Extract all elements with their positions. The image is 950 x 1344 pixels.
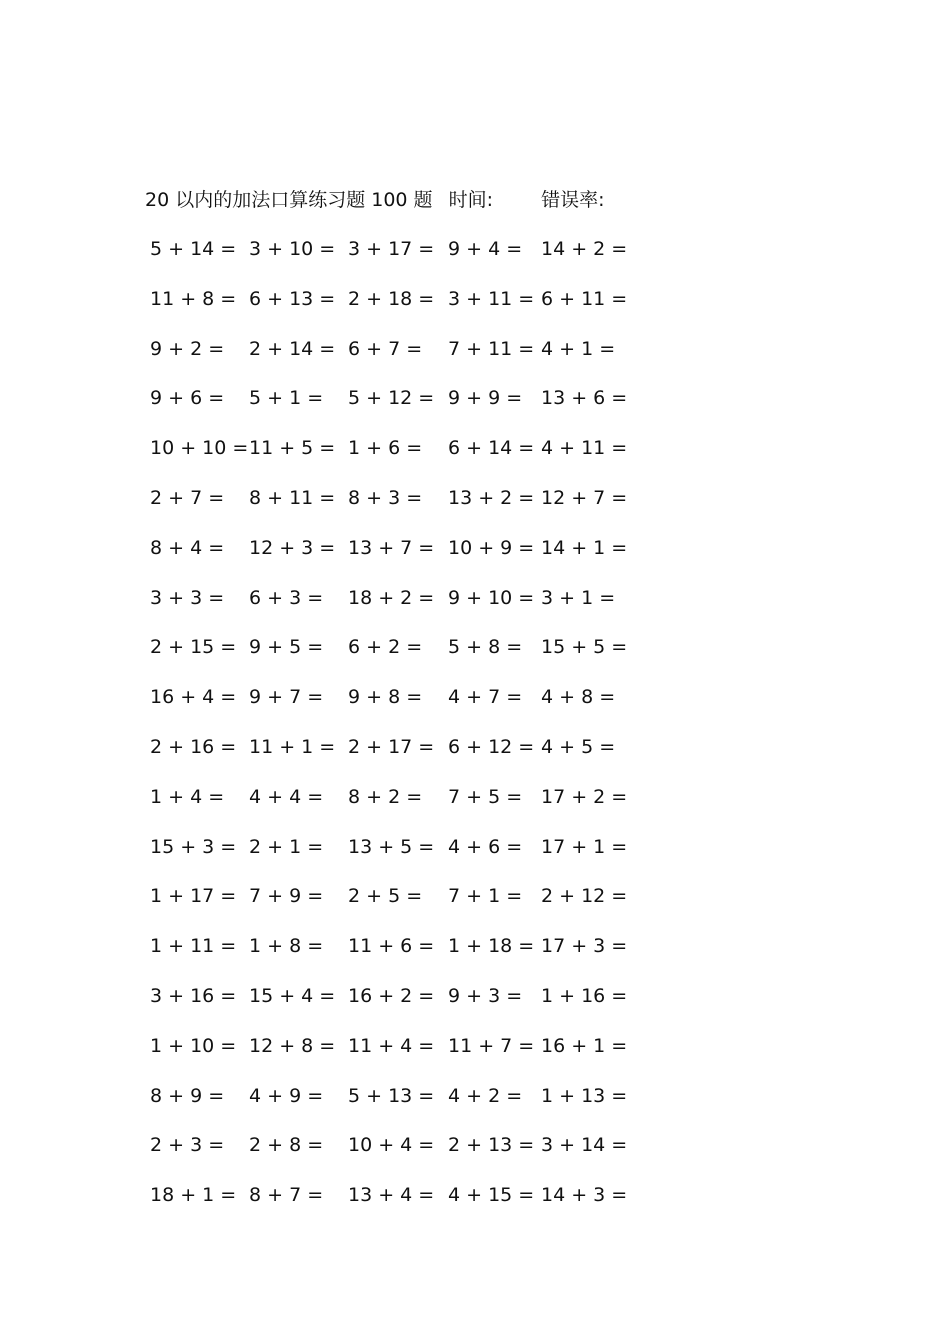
- problem-cell: 5 + 13 =: [348, 1084, 435, 1107]
- problem-cell: 4 + 2 =: [448, 1084, 523, 1107]
- problem-cell: 5 + 14 =: [150, 238, 237, 260]
- problem-cell: 2 + 13 =: [448, 1134, 535, 1157]
- problem-cell: 2 + 14 =: [249, 337, 336, 360]
- problem-cell: 2 + 15 =: [150, 636, 237, 659]
- problem-cell: 8 + 2 =: [348, 785, 423, 808]
- problem-cell: 4 + 7 =: [448, 686, 523, 709]
- problem-cell: 13 + 5 =: [348, 835, 435, 858]
- problem-row: [0, 632, 950, 662]
- problem-cell: 7 + 1 =: [448, 885, 523, 908]
- problem-cell: 1 + 17 =: [150, 885, 237, 908]
- problem-cell: 12 + 7 =: [541, 487, 628, 509]
- problem-row: [0, 981, 950, 1011]
- problem-row: [0, 931, 950, 961]
- problem-cell: 2 + 7 =: [150, 487, 225, 509]
- problem-cell: 11 + 8 =: [150, 287, 237, 310]
- problem-cell: 2 + 17 =: [348, 736, 435, 758]
- problem-cell: 1 + 6 =: [348, 437, 423, 460]
- problem-cell: 15 + 4 =: [249, 985, 336, 1007]
- problem-cell: 11 + 7 =: [448, 1034, 535, 1057]
- problem-cell: 4 + 6 =: [448, 835, 523, 858]
- problem-cell: 1 + 16 =: [541, 985, 628, 1007]
- problem-cell: 13 + 2 =: [448, 487, 535, 509]
- problem-row: [0, 732, 950, 762]
- problem-cell: 10 + 10 =: [150, 437, 249, 460]
- problem-cell: 2 + 5 =: [348, 885, 423, 908]
- problem-row: [0, 483, 950, 513]
- problem-cell: 6 + 14 =: [448, 437, 535, 460]
- problem-cell: 14 + 3 =: [541, 1184, 628, 1207]
- problem-cell: 11 + 1 =: [249, 736, 336, 758]
- problem-cell: 17 + 2 =: [541, 785, 628, 808]
- problem-cell: 10 + 4 =: [348, 1134, 435, 1157]
- problem-row: [0, 832, 950, 862]
- problem-cell: 8 + 3 =: [348, 487, 423, 509]
- problem-row: [0, 1180, 950, 1210]
- problem-cell: 9 + 7 =: [249, 686, 324, 709]
- problem-cell: 16 + 2 =: [348, 985, 435, 1007]
- problem-cell: 17 + 1 =: [541, 835, 628, 858]
- problem-row: [0, 433, 950, 463]
- problem-cell: 14 + 2 =: [541, 238, 628, 260]
- problem-cell: 11 + 5 =: [249, 437, 336, 460]
- problem-cell: 12 + 3 =: [249, 536, 336, 559]
- problem-cell: 5 + 12 =: [348, 387, 435, 410]
- problem-row: [0, 334, 950, 364]
- problem-cell: 18 + 2 =: [348, 586, 435, 609]
- problem-cell: 6 + 11 =: [541, 287, 628, 310]
- problem-cell: 1 + 4 =: [150, 785, 225, 808]
- problem-cell: 16 + 1 =: [541, 1034, 628, 1057]
- problem-cell: 2 + 8 =: [249, 1134, 324, 1157]
- problem-cell: 6 + 12 =: [448, 736, 535, 758]
- problem-cell: 6 + 2 =: [348, 636, 423, 659]
- problem-cell: 11 + 6 =: [348, 935, 435, 958]
- problem-cell: 3 + 17 =: [348, 238, 435, 260]
- problem-row: [0, 1130, 950, 1160]
- problem-cell: 3 + 16 =: [150, 985, 237, 1007]
- problem-cell: 8 + 4 =: [150, 536, 225, 559]
- problem-cell: 15 + 5 =: [541, 636, 628, 659]
- problem-cell: 10 + 9 =: [448, 536, 535, 559]
- problem-cell: 7 + 9 =: [249, 885, 324, 908]
- problem-cell: 2 + 1 =: [249, 835, 324, 858]
- worksheet-title: 20 以内的加法口算练习题 100 题: [145, 189, 433, 211]
- problem-cell: 18 + 1 =: [150, 1184, 237, 1207]
- problem-cell: 9 + 8 =: [348, 686, 423, 709]
- problem-row: [0, 284, 950, 314]
- problem-cell: 8 + 7 =: [249, 1184, 324, 1207]
- problem-cell: 5 + 1 =: [249, 387, 324, 410]
- problem-cell: 2 + 3 =: [150, 1134, 225, 1157]
- problem-cell: 3 + 10 =: [249, 238, 336, 260]
- problem-cell: 16 + 4 =: [150, 686, 237, 709]
- problem-cell: 7 + 11 =: [448, 337, 535, 360]
- problem-cell: 6 + 7 =: [348, 337, 423, 360]
- problem-cell: 3 + 11 =: [448, 287, 535, 310]
- problem-cell: 4 + 11 =: [541, 437, 628, 460]
- problem-cell: 5 + 8 =: [448, 636, 523, 659]
- problem-cell: 6 + 13 =: [249, 287, 336, 310]
- problem-cell: 9 + 3 =: [448, 985, 523, 1007]
- problem-row: [0, 234, 950, 264]
- time-label: 时间:: [448, 189, 494, 211]
- problem-cell: 9 + 2 =: [150, 337, 225, 360]
- problem-cell: 1 + 8 =: [249, 935, 324, 958]
- problem-cell: 4 + 9 =: [249, 1084, 324, 1107]
- problem-cell: 2 + 18 =: [348, 287, 435, 310]
- problem-cell: 2 + 16 =: [150, 736, 237, 758]
- problem-cell: 9 + 4 =: [448, 238, 523, 260]
- problem-cell: 1 + 11 =: [150, 935, 237, 958]
- problem-cell: 8 + 11 =: [249, 487, 336, 509]
- problem-cell: 7 + 5 =: [448, 785, 523, 808]
- problem-cell: 9 + 9 =: [448, 387, 523, 410]
- problem-cell: 13 + 4 =: [348, 1184, 435, 1207]
- problem-cell: 2 + 12 =: [541, 885, 628, 908]
- problem-cell: 11 + 4 =: [348, 1034, 435, 1057]
- problem-row: [0, 1081, 950, 1111]
- problem-cell: 4 + 15 =: [448, 1184, 535, 1207]
- problem-row: [0, 1031, 950, 1061]
- problem-cell: 4 + 5 =: [541, 736, 616, 758]
- problem-row: [0, 682, 950, 712]
- problem-cell: 1 + 10 =: [150, 1034, 237, 1057]
- problem-row: [0, 533, 950, 563]
- problem-row: [0, 383, 950, 413]
- problem-row: [0, 881, 950, 911]
- problem-cell: 17 + 3 =: [541, 935, 628, 958]
- problem-cell: 4 + 4 =: [249, 785, 324, 808]
- problem-cell: 9 + 6 =: [150, 387, 225, 410]
- problem-cell: 1 + 18 =: [448, 935, 535, 958]
- problem-cell: 8 + 9 =: [150, 1084, 225, 1107]
- problem-cell: 3 + 1 =: [541, 586, 616, 609]
- problem-row: [0, 782, 950, 812]
- problem-cell: 4 + 8 =: [541, 686, 616, 709]
- problem-cell: 14 + 1 =: [541, 536, 628, 559]
- problem-cell: 1 + 13 =: [541, 1084, 628, 1107]
- problem-cell: 9 + 5 =: [249, 636, 324, 659]
- problem-cell: 13 + 7 =: [348, 536, 435, 559]
- problem-cell: 6 + 3 =: [249, 586, 324, 609]
- problem-cell: 3 + 3 =: [150, 586, 225, 609]
- problem-cell: 12 + 8 =: [249, 1034, 336, 1057]
- problem-cell: 4 + 1 =: [541, 337, 616, 360]
- problem-cell: 3 + 14 =: [541, 1134, 628, 1157]
- problem-row: [0, 583, 950, 613]
- error-rate-label: 错误率:: [541, 189, 605, 211]
- problem-cell: 13 + 6 =: [541, 387, 628, 410]
- problem-cell: 9 + 10 =: [448, 586, 535, 609]
- problem-cell: 15 + 3 =: [150, 835, 237, 858]
